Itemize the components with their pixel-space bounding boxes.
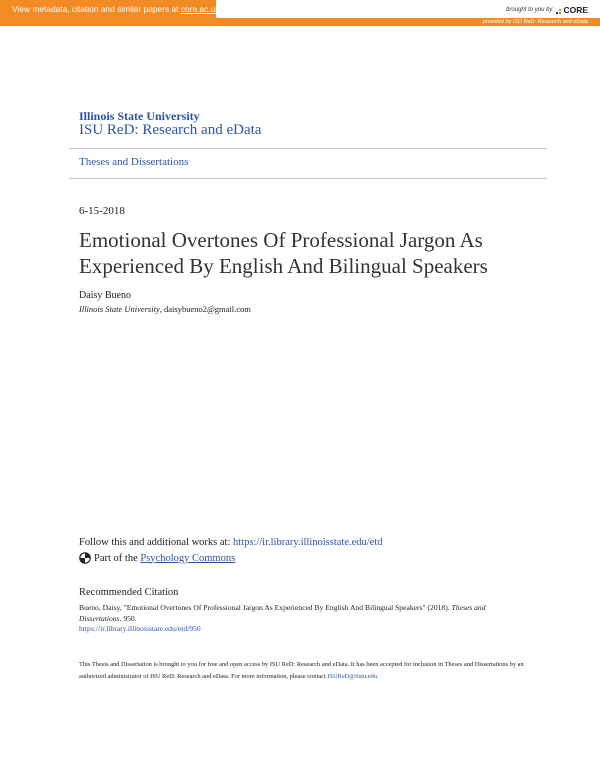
follow-label: Follow this and additional works at: [79, 537, 233, 548]
core-metadata-text: View metadata, citation and similar papers at [12, 4, 181, 14]
author-name: Daisy Bueno [79, 290, 131, 301]
provided-by-strip [0, 18, 600, 26]
core-logo-icon [555, 7, 562, 14]
citation-url-link[interactable]: https://ir.library.illinoisstate.edu/etd/950 [79, 624, 201, 633]
publication-date: 6-15-2018 [79, 205, 125, 217]
citation-series: Theses and Dissertations [79, 603, 486, 623]
citation-body: Bueno, Daisy, "Emotional Overtones Of Professional Jargon As Experienced By English And Bilingual Speakers" (2018). [79, 603, 452, 612]
document-title: Emotional Overtones Of Professional Jargon As Experienced By English And Bilingual Speakers [79, 228, 488, 278]
part-of-label: Part of the [94, 552, 141, 564]
access-notice [79, 659, 524, 683]
core-link[interactable]: core.ac.uk [180, 4, 220, 14]
follow-url-link[interactable]: https://ir.library.illinoisstate.edu/etd [233, 537, 383, 548]
repository-name[interactable]: ISU ReD: Research and eData [79, 122, 262, 138]
university-name[interactable]: Illinois State University [79, 109, 200, 123]
core-logo[interactable] [555, 5, 588, 15]
core-metadata-notice [0, 0, 220, 18]
core-banner [0, 0, 600, 26]
part-of-line [79, 552, 235, 564]
provided-by-text: provided by ISU ReD: Research and eData [482, 19, 588, 25]
psychology-commons-link[interactable]: Psychology Commons [140, 552, 236, 564]
affiliation-email: , daisybueno2@gmail.com [159, 304, 251, 314]
network-icon [79, 552, 91, 564]
header-divider [69, 148, 547, 149]
recommended-citation-heading: Recommended Citation [79, 587, 179, 598]
core-brand [506, 3, 588, 17]
core-logo-text: CORE [563, 5, 588, 15]
author-affiliation [79, 304, 251, 314]
citation-text [79, 602, 519, 624]
collection-divider [69, 178, 547, 179]
brought-by-text: brought to you by [506, 7, 553, 13]
collection-link[interactable]: Theses and Dissertations [79, 156, 189, 168]
citation-number: . 950. [119, 614, 137, 623]
contact-email-link[interactable]: ISUReD@ilstu.edu [327, 673, 377, 680]
access-notice-end: . [377, 673, 379, 680]
follow-line [79, 537, 383, 548]
affiliation-institution: Illinois State University [79, 304, 160, 314]
access-notice-text: This Thesis and Dissertation is brought to you for free and open access by ISU ReD: Research and eData. It has been accepted for inclusion in Theses and Dissertations by an authorized administrator of ISU ReD: Research and eData. For more information, please contact [79, 661, 524, 680]
